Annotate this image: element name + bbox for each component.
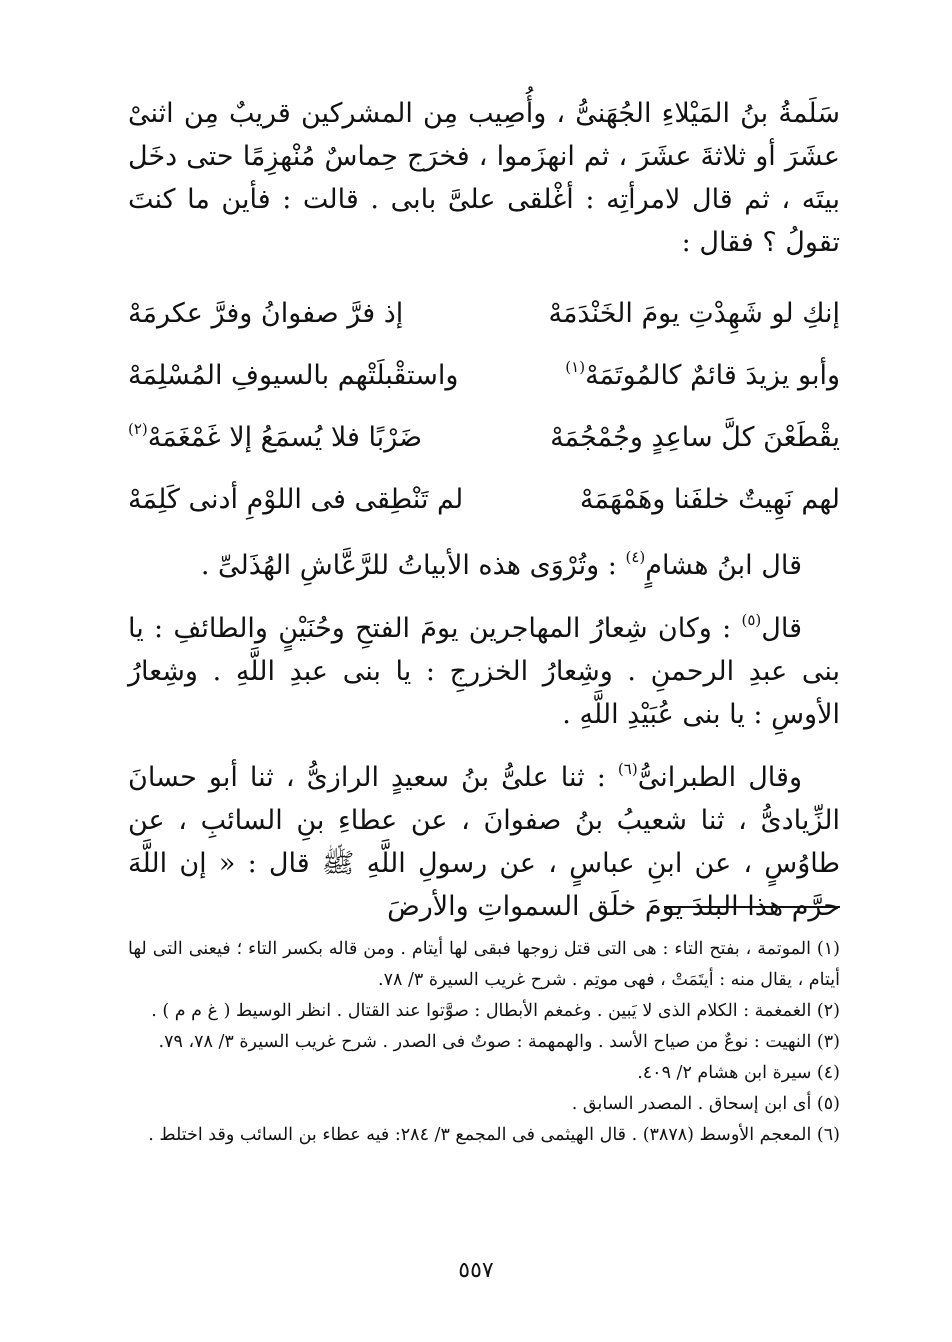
paragraph-slogans: قال$^{(٥)}$ : وكان شِعارُ المهاجرين يومَ الفتحِ وحُنَيْنٍ والطائفِ : يا بنى عبدِ الرحمنِ . وشِعارُ الخزرجِ : يا بنى عبدِ اللَّهِ . وشِعارُ الأوسِ : يا بنى عُبَيْدِ اللَّهِ . (128, 611, 840, 730)
poem-verse-1 (128, 282, 840, 344)
verse-2-second-hemistich: واستقْبلَتْهم بالسيوفِ المُسْلِمَهْ (128, 359, 459, 391)
footnote-ref-4: (٤) (625, 548, 646, 566)
footnote-3: (٣) النهيت : نوعٌ من صياح الأسد . والهمهمة : صوتٌ فى الصدر . شرح غريب السيرة ٣/ ٧٨، ٧٩. (158, 1032, 840, 1052)
verse-3-second-hemistich: ضَرْبًا فلا يُسمَعُ إلا غَمْغَمَهْ$^{(٢)}$ (128, 419, 423, 453)
verse-2-footnote-ref: (١) (565, 357, 586, 376)
verse-3-footnote-ref: (٢) (128, 419, 148, 438)
verse-2-first-hemistich: وأبو يزيدَ قائمٌ كالمُوتَمَهْ$^{(١)}$ (565, 357, 840, 391)
footnote-4: (٤) سيرة ابن هشام ٢/ ٤٠٩. (637, 1063, 840, 1083)
paragraph-ibn-hisham: قال ابنُ هشامٍ$^{(٤)}$ : وتُرْوَى هذه الأبياتُ للرَّعَّاشِ الهُذَلىِّ . (200, 548, 802, 581)
verse-4-first-hemistich: لهم نَهِيتٌ خلفَنا وهَمْهَمَهْ (579, 483, 840, 515)
main-text (128, 92, 840, 928)
verse-4-second-hemistich: لم تَنْطِقى فى اللوْمِ أدنى كَلِمَهْ (128, 483, 464, 515)
verse-1-first-hemistich: إنكِ لو شَهِدْتِ يومَ الخَنْدَمَهْ (548, 297, 840, 329)
verse-3-first-hemistich: يقْطَعْنَ كلَّ ساعِدٍ وجُمْجُمَهْ (550, 421, 840, 453)
poem-verse-3 (128, 406, 840, 468)
page-number: ٥٥٧ (458, 1258, 494, 1283)
poem-verse-2 (128, 344, 840, 406)
footnote-6: (٦) المعجم الأوسط (٣٨٧٨) . قال الهيثمى فى المجمع ٣/ ٢٨٤: فيه عطاء بن السائب وقد اختلط . (148, 1125, 840, 1145)
poem (128, 282, 840, 530)
footnote-1: (١) الموتمة ، بفتح التاء : هى التى قتل زوجها فبقى لها أيتام . ومن قاله بكسر التاء ؛ فيعنى التى لها أيتام ، يقال منه : أيتَمَتْ ، فهى موتِم . شرح غريب السيرة ٣/ ٧٨. (128, 939, 840, 990)
footnote-separator (664, 906, 840, 908)
verse-1-second-hemistich: إذ فرَّ صفوانُ وفرَّ عكرمَهْ (128, 297, 404, 329)
paragraph-intro: سَلَمةُ بنُ المَيْلاءِ الجُهَنىُّ ، وأُصِيب مِن المشركين قريبٌ مِن اثنىْ عشَرَ أو ثلاثةَ عشَرَ ، ثم انهزَموا ، فخرَج حِماسٌ مُنْهزِمًا حتى دخَل بيتَه ، ثم قال لامرأتِه : أغْلقى علىَّ بابى . قالت : فأين ما كنتَ تقولُ ؟ فقال : (128, 98, 840, 258)
footnotes (128, 934, 840, 1151)
footnote-2: (٢) الغمغمة : الكلام الذى لا يَبين . وغمغم الأبطال : صوَّتوا عند القتال . انظر الوسيط ( غ م م ) . (151, 1001, 840, 1021)
footnote-5: (٥) أى ابن إسحاق . المصدر السابق . (571, 1094, 840, 1114)
poem-verse-4 (128, 468, 840, 530)
paragraph-tabarani: وقال الطبرانىُّ$^{(٦)}$ : ثنا علىُّ بنُ سعيدٍ الرازىُّ ، ثنا أبو حسانَ الزِّيادىُّ ، ثنا شعيبُ بنُ صفوانَ ، عن عطاءِ بنِ السائبِ ، عن طاوُسٍ ، عن ابنِ عباسٍ ، عن رسولِ اللَّهِ ﷺ قال : « إن اللَّهَ حرَّم هذا البلدَ يومَ خلَق السمواتِ والأرضَ (128, 760, 840, 922)
footnote-ref-5: (٥) (741, 611, 762, 629)
footnote-ref-6: (٦) (617, 760, 638, 778)
